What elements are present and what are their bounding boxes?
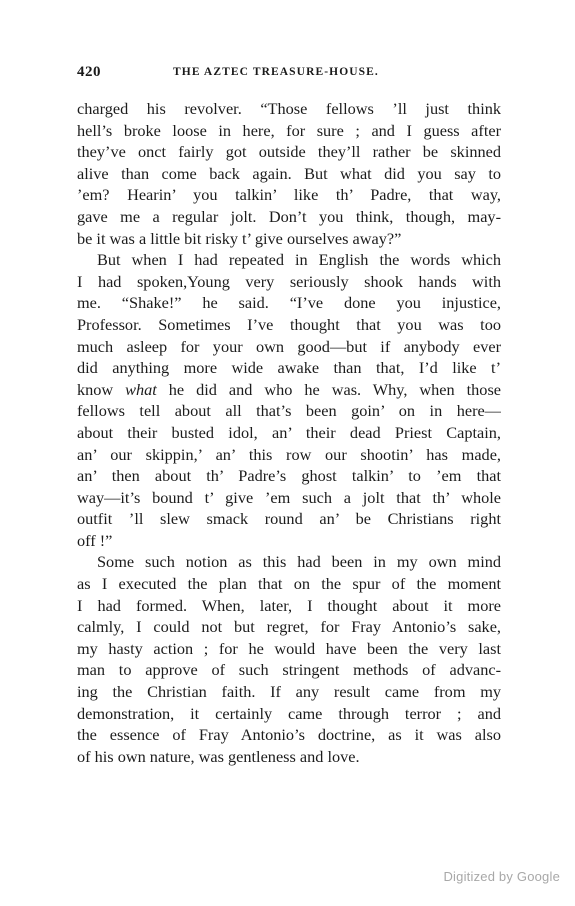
text-line: me. “Shake!” he said. “I’ve done you injustice, bbox=[77, 293, 501, 313]
page-header bbox=[77, 64, 501, 82]
text-line: ’em? Hearin’ you talkin’ like th’ Padre, that way, bbox=[77, 185, 501, 205]
text-line: did anything more wide awake than that, I’d like t’ bbox=[77, 358, 501, 378]
text-line: demonstration, it certainly came through terror ; and bbox=[77, 703, 501, 723]
text-line: about their busted idol, an’ their dead Priest Captain, bbox=[77, 422, 501, 442]
text-line: man to approve of such stringent methods of advanc- bbox=[77, 660, 501, 680]
text-line: an’ then about th’ Padre’s ghost talkin’ to ’em that bbox=[77, 466, 501, 486]
text-line: Professor. Sometimes I’ve thought that you was too bbox=[77, 314, 501, 334]
text-line: way—it’s bound t’ give ’em such a jolt that th’ whole bbox=[77, 487, 501, 507]
text-line: of his own nature, was gentleness and love. bbox=[77, 746, 360, 766]
text-line: But when I had repeated in English the words which bbox=[97, 250, 501, 270]
text-line: as I executed the plan that on the spur of the moment bbox=[77, 574, 501, 594]
text-line: my hasty action ; for he would have been the very last bbox=[77, 638, 501, 658]
text-line: charged his revolver. “Those fellows ’ll just think bbox=[77, 99, 501, 118]
paragraph bbox=[77, 249, 501, 551]
body-text bbox=[77, 98, 501, 767]
text-line: gave me a regular jolt. Don’t you think, though, may- bbox=[77, 206, 501, 226]
text-line: hell’s broke loose in here, for sure ; and I guess after bbox=[77, 120, 501, 140]
text-line: I had spoken,Young very seriously shook hands with bbox=[77, 271, 501, 291]
text-line: outfit ’ll slew smack round an’ be Christians right bbox=[77, 509, 501, 529]
text-line: much asleep for your own good—but if anybody ever bbox=[77, 336, 501, 356]
paragraph bbox=[77, 98, 501, 249]
text-line: know what he did and who he was. Why, when those bbox=[77, 379, 501, 399]
emphasized-word: what bbox=[125, 379, 157, 399]
text-line: fellows tell about all that’s been goin’ on in here— bbox=[77, 401, 501, 421]
text-line: Some such notion as this had been in my own mind bbox=[97, 552, 501, 572]
text-line: I had formed. When, later, I thought about it more bbox=[77, 595, 501, 615]
text-line: they’ve onct fairly got outside they’ll rather be skinned bbox=[77, 142, 501, 162]
text-line: alive than come back again. But what did you say to bbox=[77, 163, 501, 183]
text-line: the essence of Fray Antonio’s doctrine, as it was also bbox=[77, 725, 501, 745]
page-number: 420 bbox=[77, 64, 101, 80]
text-line: be it was a little bit risky t’ give ourselves away?” bbox=[77, 228, 402, 248]
digitized-watermark: Digitized by Google bbox=[443, 869, 560, 884]
text-line: off !” bbox=[77, 530, 113, 550]
text-line: ing the Christian faith. If any result came from my bbox=[77, 682, 501, 702]
running-title: THE AZTEC TREASURE-HOUSE. bbox=[173, 66, 379, 78]
paragraph bbox=[77, 551, 501, 767]
text-line: calmly, I could not but regret, for Fray Antonio’s sake, bbox=[77, 617, 501, 637]
text-line: an’ our skippin,’ an’ this row our shootin’ has made, bbox=[77, 444, 501, 464]
